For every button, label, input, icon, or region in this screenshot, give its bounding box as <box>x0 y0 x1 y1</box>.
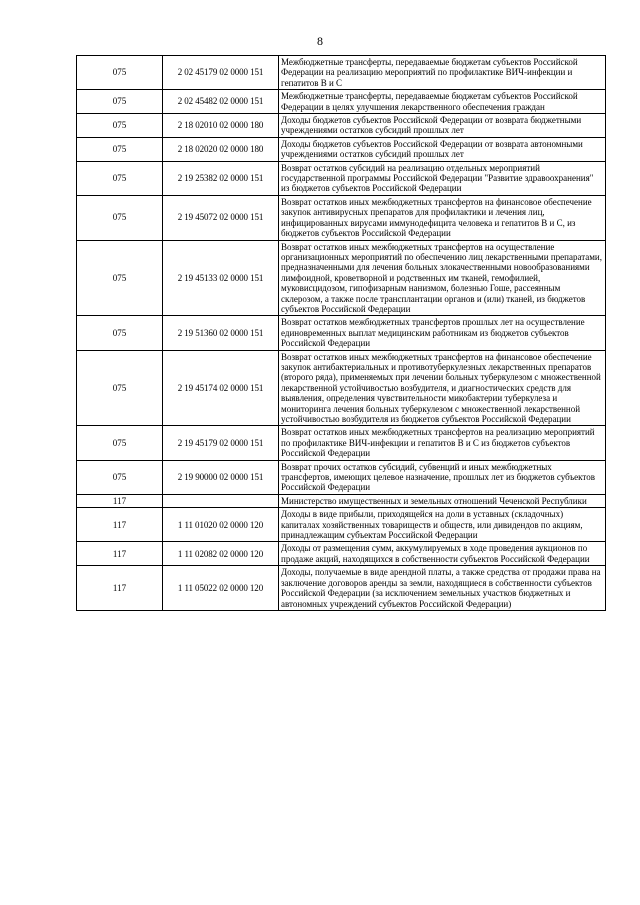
admin-code-cell: 075 <box>77 56 163 90</box>
revenue-name-cell: Доходы бюджетов субъектов Российской Федерации от возврата бюджетными учреждениями остатков субсидий прошлых лет <box>279 114 606 138</box>
admin-code-cell: 075 <box>77 350 163 426</box>
budget-code-cell: 1 11 01020 02 0000 120 <box>163 508 279 542</box>
budget-code-cell: 2 02 45482 02 0000 151 <box>163 90 279 114</box>
admin-code-cell: 117 <box>77 542 163 566</box>
table-row <box>77 566 606 611</box>
admin-code-cell: 075 <box>77 240 163 316</box>
budget-code-cell: 1 11 05022 02 0000 120 <box>163 566 279 611</box>
revenue-name-cell: Возврат остатков межбюджетных трансфертов прошлых лет на осуществление единовременных выплат медицинским работникам из бюджетов субъектов Российской Федерации <box>279 316 606 350</box>
table-row <box>77 161 606 195</box>
budget-code-cell: 2 02 45179 02 0000 151 <box>163 56 279 90</box>
budget-code-cell: 2 19 45133 02 0000 151 <box>163 240 279 316</box>
budget-code-cell: 2 19 25382 02 0000 151 <box>163 161 279 195</box>
budget-code-cell: 2 18 02010 02 0000 180 <box>163 114 279 138</box>
budget-code-cell: 2 19 45174 02 0000 151 <box>163 350 279 426</box>
table-row <box>77 240 606 316</box>
table-row <box>77 90 606 114</box>
admin-code-cell: 075 <box>77 137 163 161</box>
budget-code-cell: 2 18 02020 02 0000 180 <box>163 137 279 161</box>
table-row <box>77 426 606 460</box>
revenue-name-cell: Доходы в виде прибыли, приходящейся на доли в уставных (складочных) капиталах хозяйственных товариществ и обществ, или дивидендов по акциям, принадлежащим субъектам Российской Федерации <box>279 508 606 542</box>
table-row <box>77 195 606 240</box>
revenue-name-cell: Возврат остатков иных межбюджетных трансфертов на финансовое обеспечение закупок антивирусных препаратов для профилактики и лечения лиц, инфицированных вирусами иммунодефицита человека и гепатитов В и С, из бюджетов субъектов Российской Федерации <box>279 195 606 240</box>
admin-code-cell: 075 <box>77 316 163 350</box>
revenue-name-cell: Министерство имущественных и земельных отношений Чеченской Республики <box>279 494 606 507</box>
budget-code-cell: 2 19 45072 02 0000 151 <box>163 195 279 240</box>
table-row <box>77 316 606 350</box>
budget-code-cell: 2 19 45179 02 0000 151 <box>163 426 279 460</box>
table-body <box>77 56 606 611</box>
revenue-name-cell: Межбюджетные трансферты, передаваемые бюджетам субъектов Российской Федерации в целях улучшения лекарственного обеспечения граждан <box>279 90 606 114</box>
revenue-name-cell: Возврат остатков субсидий на реализацию отдельных мероприятий государственной программы Российской Федерации "Развитие здравоохранения" из бюджетов субъектов Российской Федерации <box>279 161 606 195</box>
table-row <box>77 350 606 426</box>
budget-code-cell: 1 11 02082 02 0000 120 <box>163 542 279 566</box>
table-row <box>77 460 606 494</box>
revenue-name-cell: Доходы, получаемые в виде арендной платы, а также средства от продажи права на заключение договоров аренды за земли, находящиеся в собственности субъектов Российской Федерации (за исключением земельных участков бюджетных и автономных учреждений субъектов Российской Федерации) <box>279 566 606 611</box>
budget-code-cell <box>163 494 279 507</box>
revenue-name-cell: Возврат остатков иных межбюджетных трансфертов на реализацию мероприятий по профилактике ВИЧ-инфекции и гепатитов В и С из бюджетов субъектов Российской Федерации <box>279 426 606 460</box>
admin-code-cell: 075 <box>77 195 163 240</box>
table-row <box>77 494 606 507</box>
revenue-name-cell: Возврат прочих остатков субсидий, субвенций и иных межбюджетных трансфертов, имеющих целевое назначение, прошлых лет из бюджетов субъектов Российской Федерации <box>279 460 606 494</box>
table-row <box>77 542 606 566</box>
budget-code-cell: 2 19 90000 02 0000 151 <box>163 460 279 494</box>
table-row <box>77 137 606 161</box>
admin-code-cell: 117 <box>77 566 163 611</box>
admin-code-cell: 075 <box>77 426 163 460</box>
table-row <box>77 114 606 138</box>
admin-code-cell: 075 <box>77 90 163 114</box>
revenue-classification-table <box>76 55 606 611</box>
budget-code-cell: 2 19 51360 02 0000 151 <box>163 316 279 350</box>
revenue-name-cell: Межбюджетные трансферты, передаваемые бюджетам субъектов Российской Федерации на реализацию мероприятий по профилактике ВИЧ-инфекции и гепатитов В и С <box>279 56 606 90</box>
admin-code-cell: 075 <box>77 161 163 195</box>
admin-code-cell: 075 <box>77 460 163 494</box>
admin-code-cell: 117 <box>77 494 163 507</box>
table-row <box>77 56 606 90</box>
revenue-name-cell: Доходы бюджетов субъектов Российской Федерации от возврата автономными учреждениями остатков субсидий прошлых лет <box>279 137 606 161</box>
revenue-name-cell: Возврат остатков иных межбюджетных трансфертов на осуществление организационных мероприятий по обеспечению лиц лекарственными препаратами, предназначенными для лечения больных злокачественными новообразованиями лимфоидной, кроветворной и родственных им тканей, гемофилией, муковисцидозом, гипофизарным нанизмом, болезнью Гоше, рассеянным склерозом, а также после трансплантации органов и (или) тканей, из бюджетов субъектов Российской Федерации <box>279 240 606 316</box>
admin-code-cell: 075 <box>77 114 163 138</box>
revenue-name-cell: Возврат остатков иных межбюджетных трансфертов на финансовое обеспечение закупок антибактериальных и противотуберкулезных лекарственных препаратов (второго ряда), применяемых при лечении больных туберкулезом с множественной лекарственной устойчивостью возбудителя, и диагностических средств для выявления, определения чувствительности микобактерии туберкулеза и мониторинга лечения больных туберкулезом с множественной лекарственной устойчивостью возбудителя из бюджетов субъектов Российской Федерации <box>279 350 606 426</box>
admin-code-cell: 117 <box>77 508 163 542</box>
table-row <box>77 508 606 542</box>
page-number: 8 <box>317 34 323 48</box>
revenue-name-cell: Доходы от размещения сумм, аккумулируемых в ходе проведения аукционов по продаже акций, находящихся в собственности субъектов Российской Федерации <box>279 542 606 566</box>
